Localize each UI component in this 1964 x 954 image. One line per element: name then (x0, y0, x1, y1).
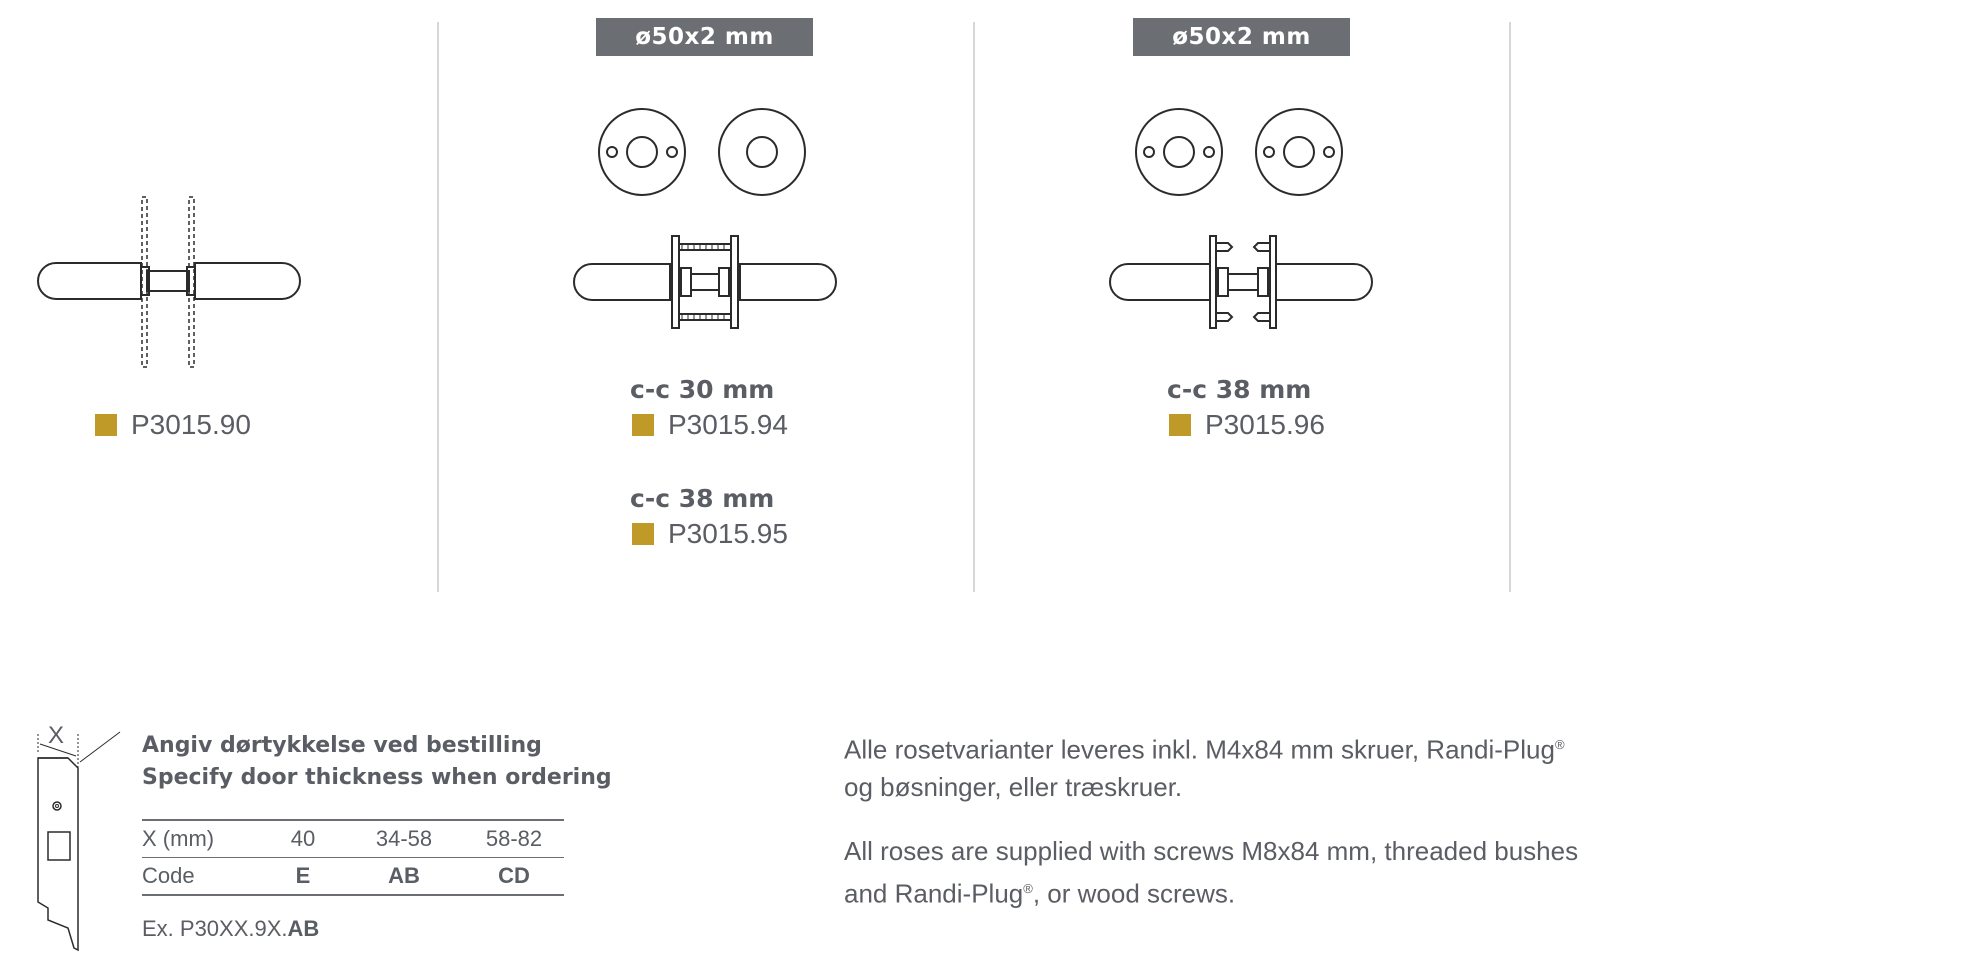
center-distance-label: c-c 30 mm (630, 375, 775, 404)
note-text: Alle rosetvarianter leveres inkl. M4x84 mm skruer, Randi-Plug (844, 734, 1555, 765)
table-row (142, 820, 564, 858)
order-example-code: AB (287, 916, 320, 941)
finish-swatch (632, 414, 654, 436)
rose-size-badge: ø50x2 mm (596, 18, 813, 56)
column-divider (1509, 22, 1511, 592)
table-cell: 40 (262, 820, 344, 858)
column-divider (437, 22, 439, 592)
table-cell: 58-82 (464, 820, 564, 858)
order-instruction-da: Angiv dørtykkelse ved bestilling (142, 733, 542, 758)
table-row-label: Code (142, 858, 262, 896)
rose-size-badge: ø50x2 mm (1133, 18, 1350, 56)
table-cell: AB (344, 858, 464, 896)
product-code-text: P3015.95 (668, 518, 788, 549)
note-text: and Randi-Plug (844, 878, 1024, 909)
center-distance-label: c-c 38 mm (1167, 375, 1312, 404)
rose-drawings (1135, 108, 1350, 198)
note-text: , or wood screws. (1032, 878, 1236, 909)
handle-set-drawing (572, 232, 842, 332)
product-code (95, 409, 251, 441)
note-text: All roses are supplied with screws M8x84 mm, threaded bushes (844, 836, 1579, 866)
table-row (142, 858, 564, 896)
center-distance-label: c-c 38 mm (630, 484, 775, 513)
registered-mark: ® (1023, 881, 1033, 896)
table-cell: 34-58 (344, 820, 464, 858)
column-divider (973, 22, 975, 592)
product-code (632, 409, 788, 441)
product-code-text: P3015.94 (668, 409, 788, 440)
product-code (1169, 409, 1325, 441)
door-thickness-table (142, 819, 564, 896)
supply-note-en (844, 833, 1684, 913)
order-example (142, 916, 319, 942)
order-example-prefix: Ex. P30XX.9X. (142, 916, 288, 941)
table-cell: E (262, 858, 344, 896)
order-instruction-en: Specify door thickness when ordering (142, 765, 612, 790)
table-cell: CD (464, 858, 564, 896)
finish-swatch (95, 414, 117, 436)
handle-set-drawing (36, 195, 306, 370)
product-code (632, 518, 788, 550)
note-text: og bøsninger, eller træskruer. (844, 771, 1183, 802)
registered-mark: ® (1554, 737, 1565, 752)
door-thickness-diagram (28, 722, 128, 954)
product-code-text: P3015.90 (131, 409, 251, 440)
rose-drawings (598, 108, 813, 198)
thickness-x-label: X (48, 722, 65, 749)
handle-set-drawing (1108, 232, 1378, 332)
product-code-text: P3015.96 (1205, 409, 1325, 440)
finish-swatch (1169, 414, 1191, 436)
supply-note-da (844, 726, 1684, 806)
finish-swatch (632, 523, 654, 545)
table-row-label: X (mm) (142, 820, 262, 858)
